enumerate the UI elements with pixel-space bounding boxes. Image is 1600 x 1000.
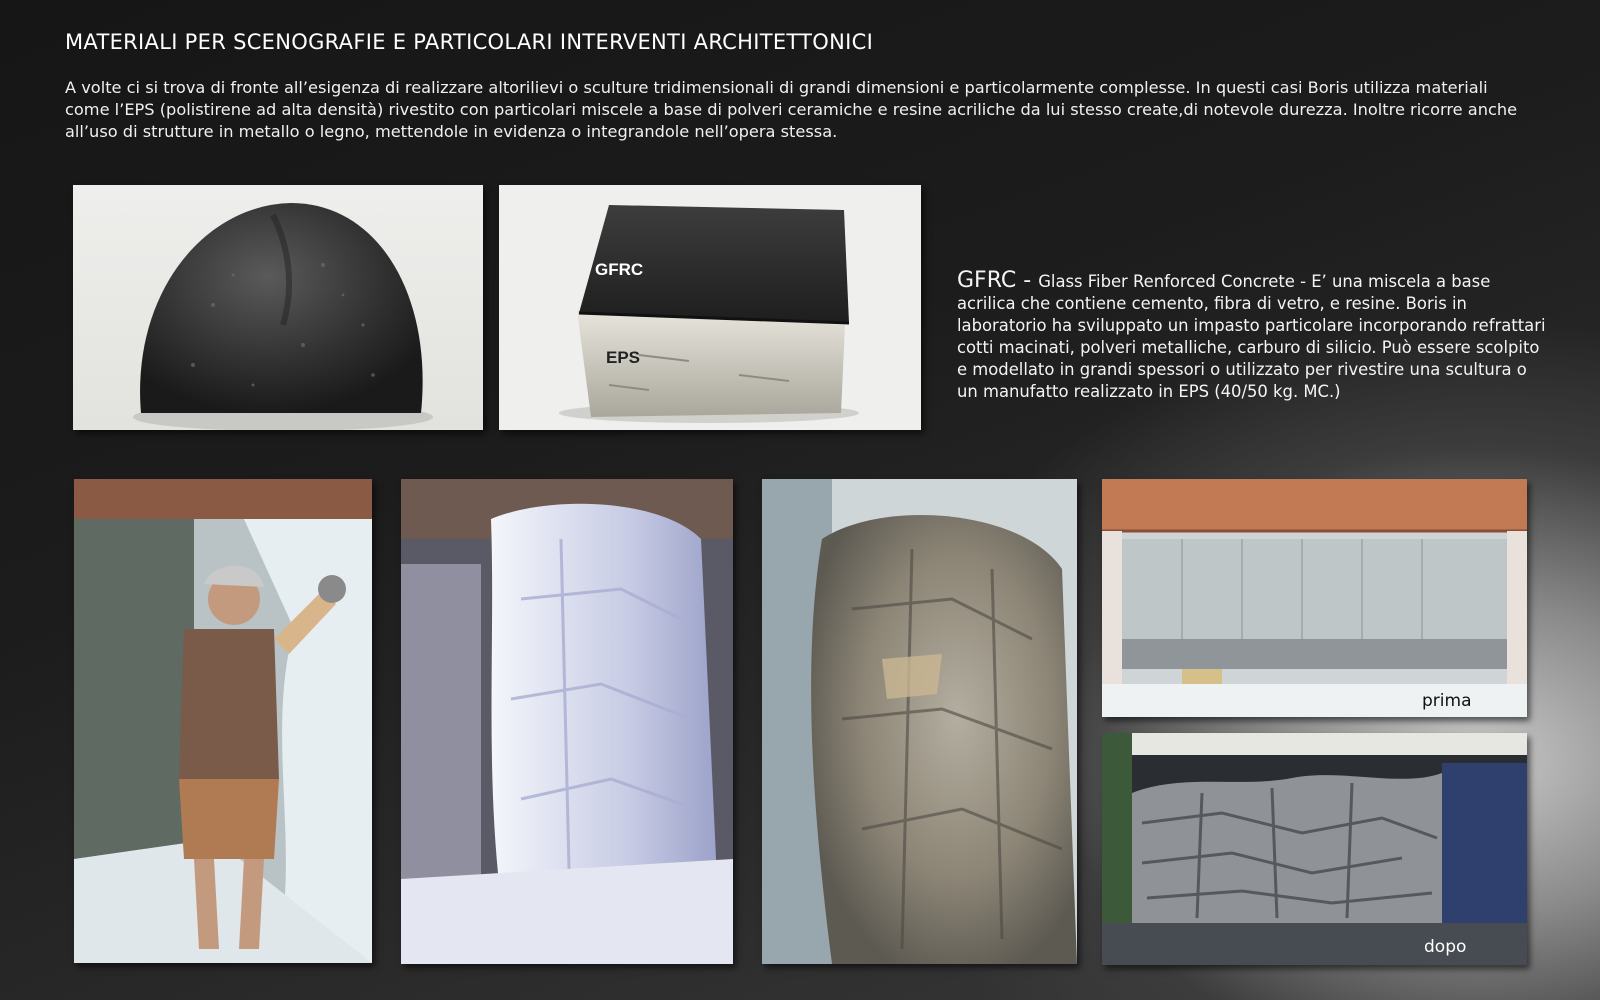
gfrc-layer-label: GFRC [595, 260, 644, 279]
after-photo [1102, 733, 1527, 965]
eps-layer-label: EPS [606, 348, 641, 367]
before-label: prima [1422, 691, 1472, 711]
artist-carving-photo [74, 479, 372, 963]
intro-paragraph: A volte ci si trova di fronte all’esigenza di realizzare altorilievi o sculture tridimensionali di grandi dimensioni e particolarmente complesse. In questi casi Boris utilizza materiali come l’EPS (polistirene ad alta densità) rivestito con particolari miscele a base di polveri ceramiche e resine acriliche da lui stesso create,di notevole durezza. Inoltre ricorre anche all’uso di strutture in metallo o legno, mettendole in evidenza o integrandole nell’opera stessa. [65, 78, 1518, 141]
gfrc-dome-photo [73, 185, 483, 430]
page-title: MATERIALI PER SCENOGRAFIE E PARTICOLARI INTERVENTI ARCHITETTONICI [65, 30, 874, 54]
gfrc-heading: GFRC - [957, 268, 1039, 293]
coated-rock-photo [762, 479, 1077, 964]
before-photo [1102, 479, 1527, 717]
eps-column-photo [401, 479, 733, 964]
after-label: dopo [1424, 937, 1467, 957]
gfrc-description [957, 270, 1547, 403]
gfrc-body: Glass Fiber Renforced Concrete - E’ una miscela a base acrilica che contiene cemento, fibra di vetro, e resine. Boris in laboratorio ha sviluppato un impasto particolare incorporando refrattari cotti macinati, polveri metalliche, carburo di silicio. Può essere scolpito e modellato in grandi spessori o utilizzato per rivestire una scultura o un manufatto realizzato in EPS (40/50 kg. MC.) [957, 272, 1546, 401]
gfrc-eps-block-photo [499, 185, 921, 430]
